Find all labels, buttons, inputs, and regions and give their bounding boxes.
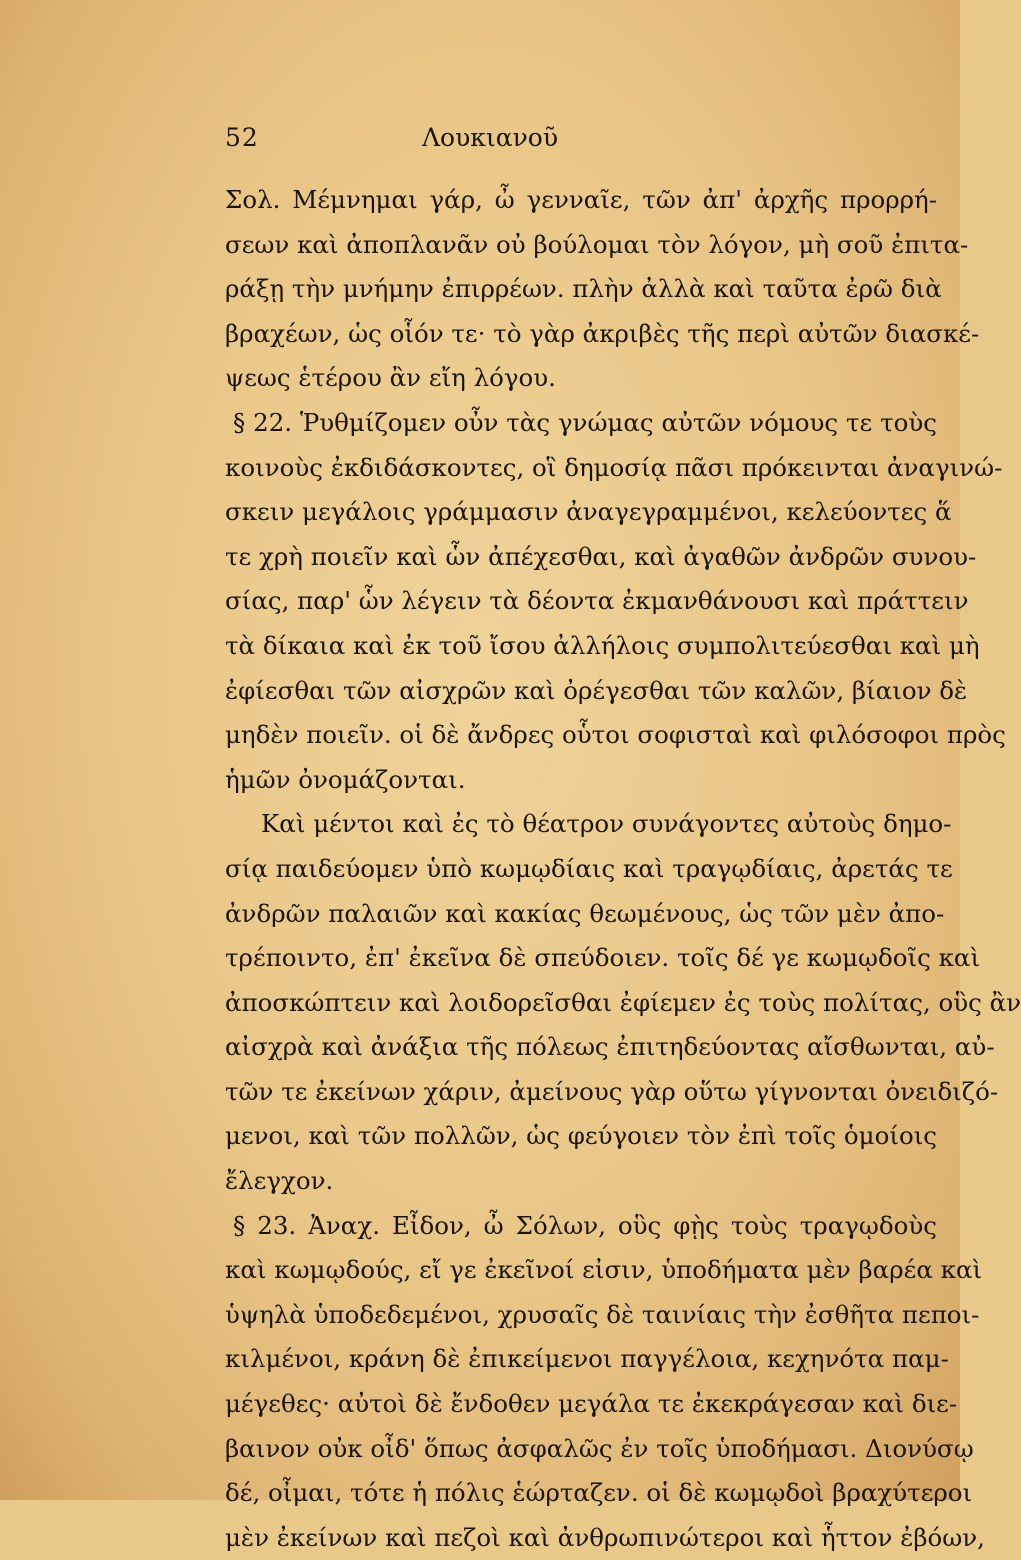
page-number: 52 (225, 123, 259, 152)
text-line: § 22. Ῥυθμίζομεν οὖν τὰς γνώμας αὐτῶν νόμους τε τοὺς (233, 407, 937, 437)
text-line: τε χρὴ ποιεῖν καὶ ὧν ἀπέχεσθαι, καὶ ἀγαθῶν ἀνδρῶν συνου- (225, 541, 977, 571)
text-line: ψεως ἑτέρου ἂν εἴη λόγου. (225, 363, 556, 393)
text-line: σίᾳ παιδεύομεν ὑπὸ κωμῳδίαις καὶ τραγῳδίαις, ἀρετάς τε (225, 853, 953, 883)
text-line: μέγεθες· αὐτοὶ δὲ ἔνδοθεν μεγάλα τε ἐκεκράγεσαν καὶ διε- (225, 1389, 958, 1419)
text-line: σεων καὶ ἀποπλανᾶν οὐ βούλομαι τὸν λόγον, μὴ σοῦ ἐπιτα- (225, 229, 969, 259)
text-line: σκειν μεγάλοις γράμμασιν ἀναγεγραμμένοι, κελεύοντες ἅ (225, 497, 952, 527)
text-line: βαινον οὐκ οἶδ' ὅπως ἀσφαλῶς ἐν τοῖς ὑποδήμασι. Διονύσῳ (225, 1433, 974, 1463)
running-head: Λουκιανοῦ (421, 123, 559, 152)
text-line: δέ, οἶμαι, τότε ἡ πόλις ἑώρταζεν. οἱ δὲ κωμῳδοὶ βραχύτεροι (225, 1478, 973, 1508)
text-line: ἐφίεσθαι τῶν αἰσχρῶν καὶ ὀρέγεσθαι τῶν καλῶν, βίαιον δὲ (225, 675, 968, 705)
text-line: μενοι, καὶ τῶν πολλῶν, ὡς φεύγοιεν τὸν ἐπὶ τοῖς ὁμοίοις (225, 1121, 938, 1151)
text-line: ἀνδρῶν παλαιῶν καὶ κακίας θεωμένους, ὡς τῶν μὲν ἀπο- (225, 898, 945, 928)
text-line: τρέποιντο, ἐπ' ἐκεῖνα δὲ σπεύδοιεν. τοῖς δέ γε κωμῳδοῖς καὶ (225, 943, 981, 973)
text-line: ἔλεγχον. (225, 1166, 334, 1196)
text-line: καὶ κωμῳδούς, εἴ γε ἐκεῖνοί εἰσιν, ὑποδήματα μὲν βαρέα καὶ (225, 1255, 983, 1285)
text-line: αἰσχρὰ καὶ ἀνάξια τῆς πόλεως ἐπιτηδεύοντας αἴσθωνται, αὐ- (225, 1032, 995, 1062)
text-line: κιλμένοι, κράνη δὲ ἐπικείμενοι παγγέλοια, κεχηνότα παμ- (225, 1344, 949, 1374)
text-line: ὑψηλὰ ὑποδεδεμένοι, χρυσαῖς δὲ ταινίαις τὴν ἐσθῆτα πεποι- (225, 1299, 980, 1329)
text-line: ἡμῶν ὀνομάζονται. (225, 764, 466, 794)
text-line: κοινοὺς ἐκδιδάσκοντες, οἳ δημοσίᾳ πᾶσι πρόκεινται ἀναγινώ- (225, 452, 1003, 482)
text-line: τὰ δίκαια καὶ ἐκ τοῦ ἴσου ἀλλήλοις συμπολιτεύεσθαι καὶ μὴ (225, 630, 980, 660)
page-header (225, 118, 755, 158)
text-line: ἀποσκώπτειν καὶ λοιδορεῖσθαι ἐφίεμεν ἐς τοὺς πολίτας, οὓς ἂν (225, 987, 1021, 1017)
text-line: μὲν ἐκείνων καὶ πεζοὶ καὶ ἀνθρωπινώτεροι καὶ ἧττον ἐβόων, (225, 1522, 985, 1552)
text-line: § 23. Ἀναχ. Εἶδον, ὦ Σόλων, οὓς φῂς τοὺς τραγῳδοὺς (233, 1210, 937, 1240)
text-line: τῶν τε ἐκείνων χάριν, ἀμείνους γὰρ οὕτω γίγνονται ὀνειδιζό- (225, 1076, 999, 1106)
text-line: σίας, παρ' ὧν λέγειν τὰ δέοντα ἐκμανθάνουσι καὶ πράττειν (225, 586, 969, 616)
text-line: Σολ. Μέμνημαι γάρ, ὦ γενναῖε, τῶν ἀπ' ἀρχῆς προρρή- (225, 185, 937, 214)
text-line: Καὶ μέντοι καὶ ἐς τὸ θέατρον συνάγοντες αὐτοὺς δημο- (261, 809, 952, 839)
text-line: βραχέων, ὡς οἷόν τε· τὸ γὰρ ἀκριβὲς τῆς περὶ αὐτῶν διασκέ- (225, 318, 980, 348)
text-line: ράξῃ τὴν μνήμην ἐπιρρέων. πλὴν ἀλλὰ καὶ ταῦτα ἐρῶ διὰ (225, 274, 942, 304)
body-text (225, 178, 1021, 1560)
text-line: μηδὲν ποιεῖν. οἱ δὲ ἄνδρες οὗτοι σοφισταὶ καὶ φιλόσοφοι πρὸς (225, 720, 1006, 750)
